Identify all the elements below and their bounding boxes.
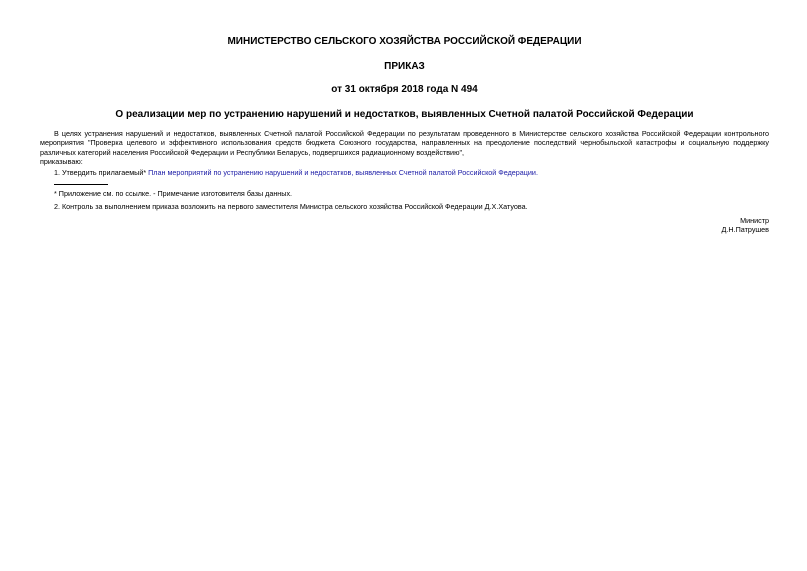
preamble-paragraph: В целях устранения нарушений и недостатков, выявленных Счетной палатой Российской Федерации по результатам проведенного в Министерстве сельского хозяйства Российской Федерации контрольного мероприятия "Проверка целевого и эффективного использования средств бюджета Союзного государства, направленных на преодоление последствий чернобыльской катастрофы и социальную поддержку различных категорий населения Российской Федерации и Республики Беларусь, подвергшихся радиационному воздействию", — [40, 129, 769, 157]
signature-position: Министр — [740, 216, 769, 226]
footnote-text: * Приложение см. по ссылке. - Примечание изготовителя базы данных. — [54, 189, 293, 199]
order-item-1-prefix: 1. Утвердить прилагаемый* — [54, 168, 147, 178]
signature-block — [40, 216, 769, 235]
order-item-1 — [40, 168, 769, 177]
signature-name: Д.Н.Патрушев — [721, 225, 769, 235]
document-type: ПРИКАЗ — [384, 61, 425, 72]
document-date-number: от 31 октября 2018 года N 494 — [331, 84, 478, 95]
order-item-2: 2. Контроль за выполнением приказа возложить на первого заместителя Министра сельского хозяйства Российской Федерации Д.Х.Хатуова. — [54, 201, 528, 211]
ministry-heading: МИНИСТЕРСТВО СЕЛЬСКОГО ХОЗЯЙСТВА РОССИЙСКОЙ ФЕДЕРАЦИИ — [227, 36, 582, 47]
footnote-divider — [54, 184, 108, 185]
document-title: О реализации мер по устранению нарушений и недостатков, выявленных Счетной палатой Российской Федерации — [115, 109, 694, 120]
order-word: приказываю: — [40, 156, 83, 166]
plan-attachment-link[interactable]: План мероприятий по устранению нарушений и недостатков, выявленных Счетной палатой Российской Федерации. — [148, 168, 538, 178]
document-page — [40, 36, 769, 235]
